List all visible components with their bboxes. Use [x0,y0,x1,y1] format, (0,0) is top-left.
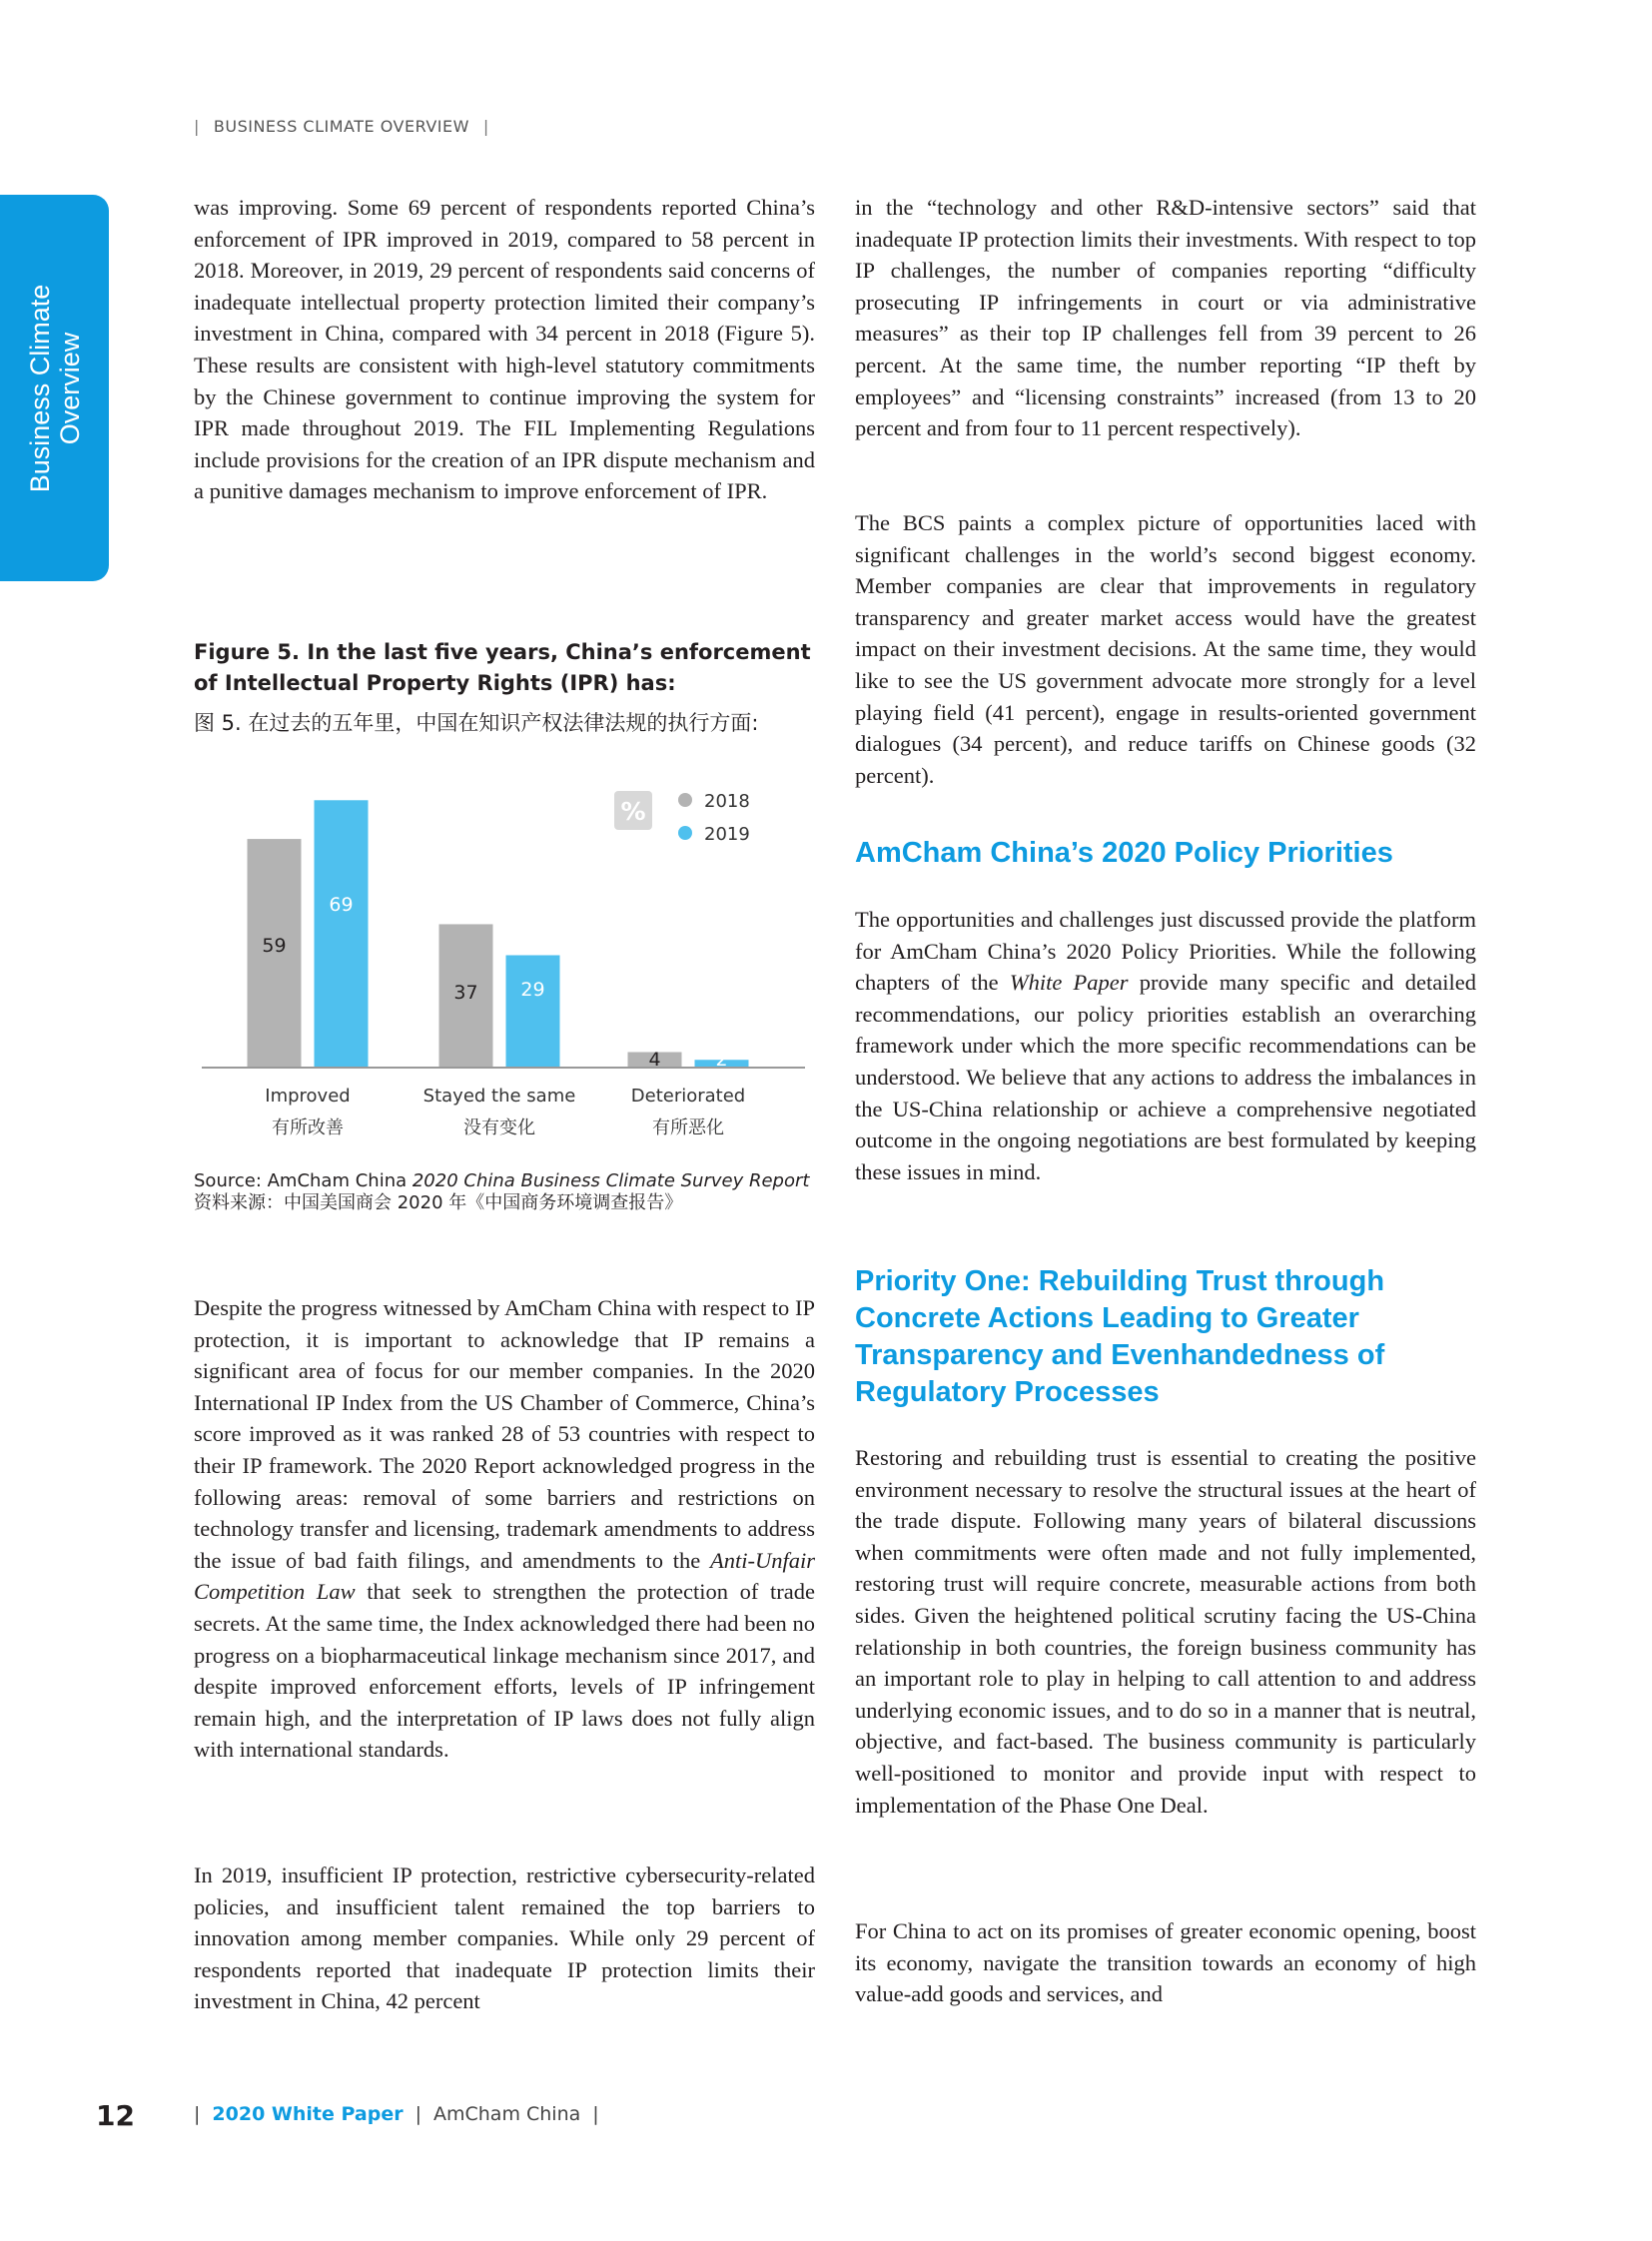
p2-law-title: Anti-Unfair Competition Law [194,1547,815,1605]
bar-2019-1 [506,955,560,1068]
category-label-cn: 有所恶化 [652,1118,724,1138]
data-label: 69 [329,893,354,916]
figure-title: Figure 5. In the last five years, China’s enforcement of Intellectual Property Rights (IPR) has: [194,640,811,695]
left-paragraph-3: In 2019, insufficient IP protection, restrictive cybersecurity-related policies, and insufficient talent remained the top barriers to innovation among member companies. While only 29 percent of respondents reported that inadequate IP protection limits their investment in China, 42 percent [194,1863,815,2014]
right-paragraph-4: Restoring and rebuilding trust is essential to creating the positive environment necessary to resolve the structural issues at the heart of the trade dispute. Following many years of bilateral discussions when commitments were often made and not fully implemented, restoring trust will require concrete, measurable actions from both sides. Given the heightened political scrutiny facing the US-China relationship in both countries, the foreign business community has an important role to play in helping to call attention to and address underlying economic issues, and to do so in a manner that is neutral, objective, and fact-based. The business community is particularly well-positioned to monitor and provide input with respect to implementation of the Phase One Deal. [855,1445,1476,1818]
running-header: | BUSINESS CLIMATE OVERVIEW | [194,117,489,136]
legend-marker [678,793,692,807]
category-label: Stayed the same [422,1086,576,1107]
right-paragraph-2: The BCS paints a complex picture of opportunities laced with significant challenges in the world’s second biggest economy. Member companies are clear that improvements in regulatory transparency and greater market access would have the greatest impact on their investment decisions. At the same time, they would like to see the US government advocate more strongly for a level playing field (41 percent), engage in results-oriented government dialogues (34 percent), and reduce tariffs on Chinese goods (32 percent). [855,510,1476,788]
unit-badge-text: % [620,797,646,826]
source-prefix: Source: AmCham China [194,1170,413,1191]
bar-2019-0 [315,800,369,1068]
data-label: 59 [262,935,287,958]
left-paragraph-1: was improving. Some 69 percent of respondents reported China’s enforcement of IPR improved in 2019, compared to 58 percent in 2018. Moreover, in 2019, 29 percent of respondents said concerns of inadequate intellectual property protection limited their company’s investment in China, compared with 34 percent in 2018 (Figure 5). These results are consistent with high-level statutory commitments by the Chinese government to continue improving the system for IPR made throughout 2019. The FIL Implementing Regulations include provisions for the creation of an IPR dispute mechanism and a punitive damages mechanism to improve enforcement of IPR. [194,195,815,504]
bar-chart [194,769,823,1148]
legend-marker [678,826,692,840]
section-title: BUSINESS CLIMATE OVERVIEW [213,117,469,136]
category-label: Improved [265,1086,351,1107]
figure-title-cn: 图 5. 在过去的五年里，中国在知识产权法律法规的执行方面: [194,711,759,735]
side-tab-line1: Business Climate [25,284,55,493]
data-label: 29 [520,979,545,1002]
heading-priority-one: Priority One: Rebuilding Trust through Concrete Actions Leading to Greater Transparency and Evenhandedness of Regulatory Processes [855,1265,1385,1408]
p3-text-a: The opportunities and challenges just discussed provide the platform for AmCham China’s 2020 Policy Priorities. While the following chapters of the [855,907,1476,996]
page-number: 12 [96,2099,135,2132]
p2-text-a: Despite the progress witnessed by AmCham China with respect to IP protection, it is important to acknowledge that IP remains a significant area of focus for our member companies. In the 2020 International IP Index from the US Chamber of Commerce, China’s score improved as it was ranked 28 of 53 countries with respect to their IP framework. The 2020 Report acknowledged progress in the following areas: removal of some barriers and restrictions on technology transfer and licensing, trademark amendments to address the issue of bad faith filings, and amendments to the [194,1295,815,1573]
right-paragraph-1: in the “technology and other R&D-intensive sectors” said that inadequate IP protection limits their investments. With respect to top IP challenges, the number of companies reporting “difficulty prosecuting IP infringements in court or via administrative measures” as their top IP challenges fell from 39 percent to 26 percent. At the same time, the number reporting “IP theft by employees” and “licensing constraints” increased (from 13 to 20 percent and from four to 11 percent respectively). [855,195,1476,441]
side-tab-line2: Overview [55,332,85,445]
category-label-cn: 有所改善 [272,1118,344,1138]
category-label: Deteriorated [630,1086,746,1107]
p2-text-b: that seek to strengthen the protection of trade secrets. At the same time, the Index acknowledged there had been no progress on a biopharmaceutical linkage mechanism since 2017, and despite improved enforcement efforts, levels of IP infringement remain high, and the interpretation of IP laws does not fully align with international standards. [194,1579,815,1763]
data-label: 37 [453,982,478,1005]
right-paragraph-5: For China to act on its promises of greater economic opening, boost its economy, navigate the transition towards an economy of high value-add goods and services, and [855,1918,1476,2007]
section-side-tab [0,195,109,581]
p3-white-paper: White Paper [1009,970,1129,996]
footer-org: AmCham China [432,2103,581,2125]
category-label-cn: 没有变化 [463,1118,535,1138]
legend-label: 2019 [704,824,750,845]
p3-text-b: provide many specific and detailed recommendations, our policy priorities establish an overarching framework under which the more specific recommendations can be understood. We believe that any actions to address the imbalances in the US-China relationship or achieve a comprehensive negotiated outcome in the ongoing negotiations are best formulated by keeping these issues in mind. [855,970,1476,1184]
heading-policy-priorities: AmCham China’s 2020 Policy Priorities [855,837,1393,869]
source-cn: 资料来源：中国美国商会 2020 年《中国商务环境调查报告》 [194,1192,683,1213]
source-report-title: 2020 China Business Climate Survey Report [412,1170,810,1191]
footer: | 2020 White Paper | AmCham China | [194,2103,599,2125]
legend-label: 2018 [704,791,750,812]
figure-source [194,1170,809,1214]
right-paragraph-3 [855,904,1476,1187]
footer-publication: 2020 White Paper [212,2103,404,2125]
data-label: 2 [715,1049,728,1071]
data-label: 4 [648,1049,661,1071]
left-paragraph-2 [194,1292,815,1766]
